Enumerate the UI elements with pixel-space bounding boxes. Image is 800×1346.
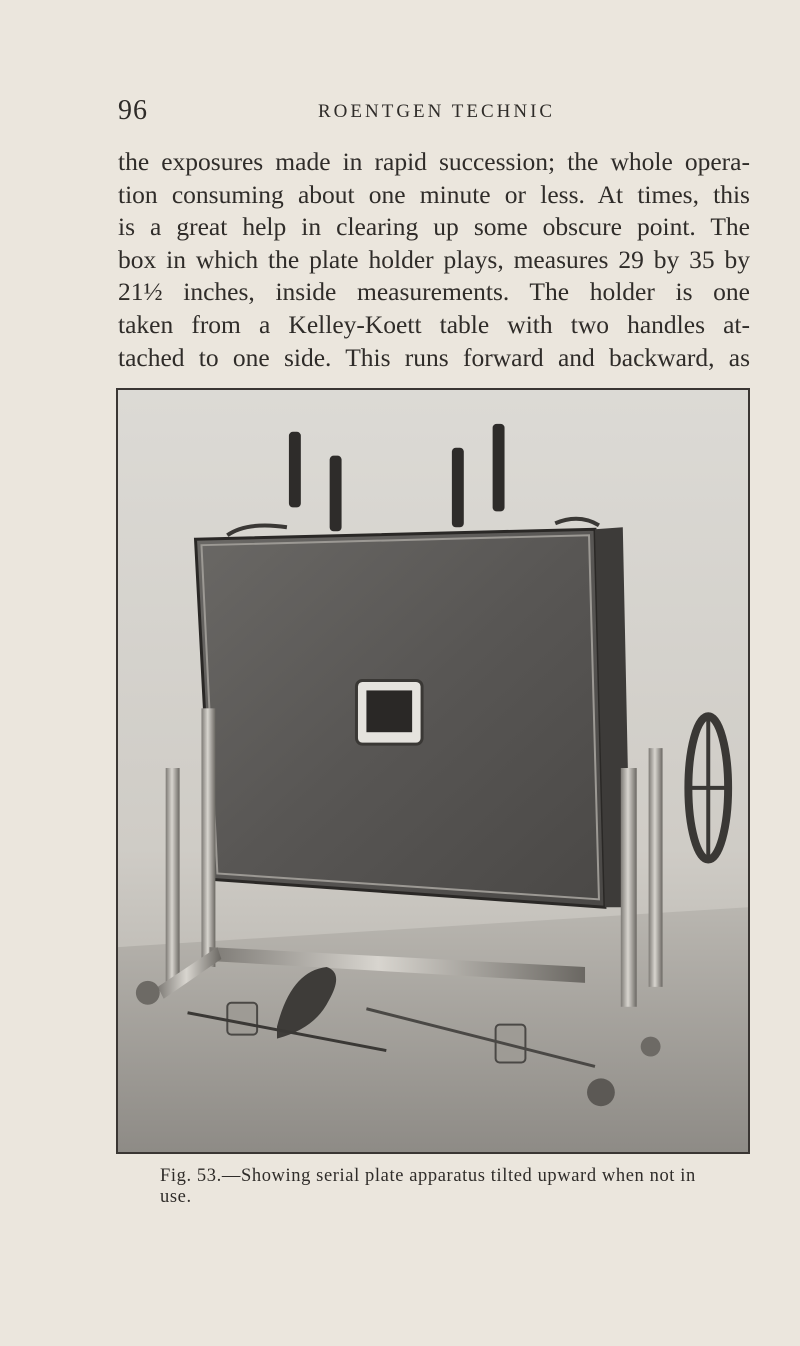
body-line: taken from a Kelley-Koett table with two handles at- bbox=[118, 309, 750, 339]
page-header bbox=[118, 95, 748, 135]
body-line: 21½ inches, inside measurements. The holder is one bbox=[118, 277, 750, 307]
running-head: ROENTGEN TECHNIC bbox=[318, 101, 556, 122]
body-line: the exposures made in rapid succession; the whole opera- bbox=[118, 147, 750, 176]
hand-wheel bbox=[688, 716, 728, 859]
body-line: tion consuming about one minute or less. At times, this bbox=[118, 179, 750, 209]
plate-box bbox=[196, 527, 631, 907]
body-line: tached to one side. This runs forward and backward, as bbox=[118, 342, 750, 372]
figure-caption: Fig. 53.—Showing serial plate apparatus tilted upward when not in use. bbox=[160, 1166, 696, 1207]
body-paragraph bbox=[118, 146, 750, 374]
apparatus-illustration bbox=[118, 390, 748, 1152]
body-line: box in which the plate holder plays, measures 29 by 35 by bbox=[118, 244, 750, 274]
figure-photograph bbox=[116, 388, 750, 1154]
page-number: 96 bbox=[118, 95, 148, 126]
body-line: is a great help in clearing up some obscure point. The bbox=[118, 212, 750, 242]
